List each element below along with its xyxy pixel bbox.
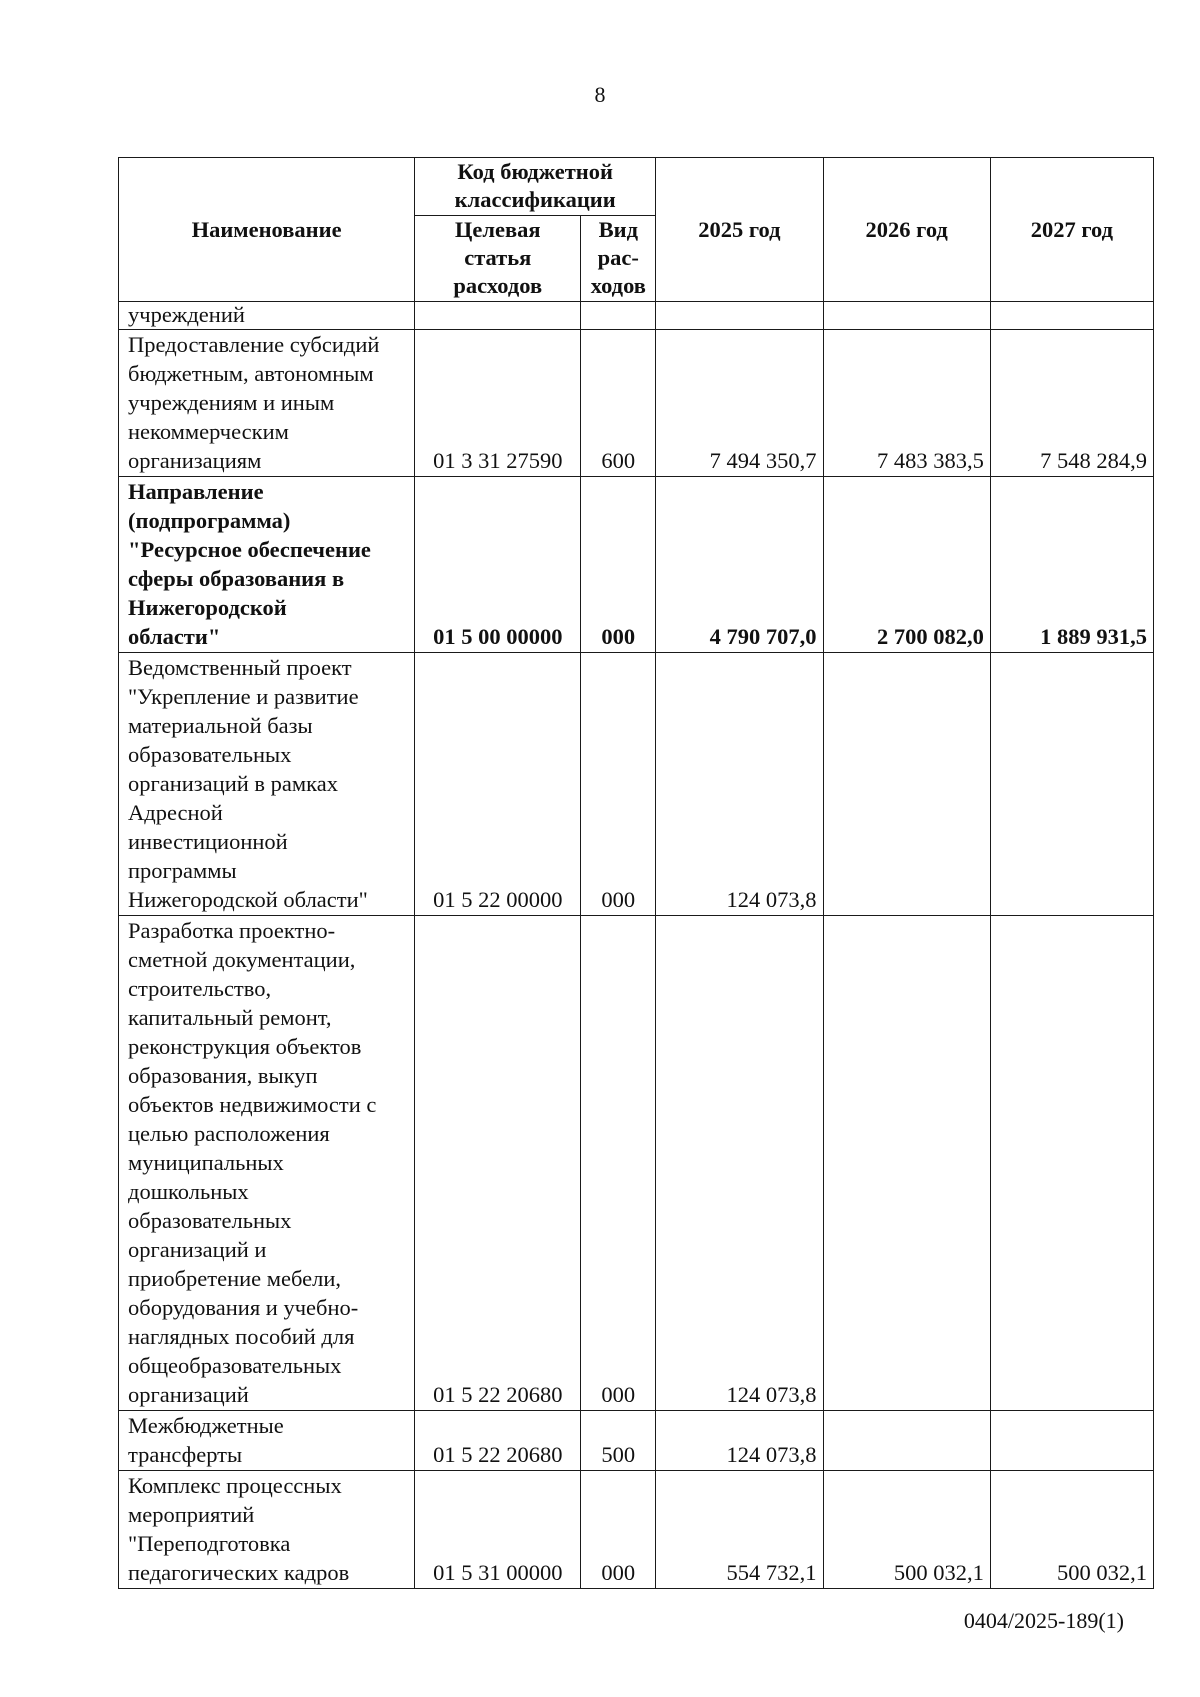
row-value-2027 bbox=[990, 1411, 1153, 1471]
table-row bbox=[119, 1411, 1154, 1471]
row-target-code: 01 3 31 27590 bbox=[415, 330, 581, 477]
header-expense-kind: Вид рас- ходов bbox=[581, 216, 656, 302]
document-registration-number: 0404/2025-189(1) bbox=[963, 1608, 1124, 1633]
row-expense-kind: 000 bbox=[581, 477, 656, 653]
table-row bbox=[119, 653, 1154, 916]
row-value-2025: 4 790 707,0 bbox=[656, 477, 823, 653]
table-body bbox=[119, 302, 1154, 1589]
row-name: Межбюджетные трансферты bbox=[119, 1411, 415, 1471]
row-name: учреждений bbox=[119, 302, 415, 330]
header-year-2026: 2026 год bbox=[823, 158, 990, 302]
row-value-2026: 7 483 383,5 bbox=[823, 330, 990, 477]
header-year-2025: 2025 год bbox=[656, 158, 823, 302]
row-value-2026 bbox=[823, 916, 990, 1411]
header-name: Наименование bbox=[119, 158, 415, 302]
row-value-2027: 500 032,1 bbox=[990, 1471, 1153, 1589]
row-value-2026: 2 700 082,0 bbox=[823, 477, 990, 653]
table-row bbox=[119, 916, 1154, 1411]
header-target-article: Целевая статья расходов bbox=[415, 216, 581, 302]
budget-table bbox=[118, 157, 1154, 1589]
row-expense-kind: 000 bbox=[581, 916, 656, 1411]
row-target-code: 01 5 22 00000 bbox=[415, 653, 581, 916]
row-value-2025: 124 073,8 bbox=[656, 653, 823, 916]
row-value-2027: 1 889 931,5 bbox=[990, 477, 1153, 653]
header-year-2027: 2027 год bbox=[990, 158, 1153, 302]
page-number: 8 bbox=[594, 82, 606, 107]
table-row bbox=[119, 1471, 1154, 1589]
row-target-code: 01 5 00 00000 bbox=[415, 477, 581, 653]
row-value-2026 bbox=[823, 302, 990, 330]
row-value-2025: 124 073,8 bbox=[656, 1411, 823, 1471]
row-name: Направление (подпрограмма) "Ресурсное обеспечение сферы образования в Нижегородской области" bbox=[119, 477, 415, 653]
row-value-2027: 7 548 284,9 bbox=[990, 330, 1153, 477]
table-row bbox=[119, 330, 1154, 477]
row-expense-kind: 500 bbox=[581, 1411, 656, 1471]
row-value-2027 bbox=[990, 302, 1153, 330]
row-name: Ведомственный проект "Укрепление и развитие материальной базы образовательных организаций в рамках Адресной инвестиционной программы Нижегородской области" bbox=[119, 653, 415, 916]
row-expense-kind: 000 bbox=[581, 1471, 656, 1589]
row-expense-kind bbox=[581, 302, 656, 330]
row-value-2025 bbox=[656, 302, 823, 330]
row-value-2025: 554 732,1 bbox=[656, 1471, 823, 1589]
table-row bbox=[119, 302, 1154, 330]
row-value-2025: 7 494 350,7 bbox=[656, 330, 823, 477]
row-name: Разработка проектно- сметной документации, строительство, капитальный ремонт, реконструкция объектов образования, выкуп объектов недвижимости с целью расположения муниципальных дошкольных образовательных организаций и приобретение мебели, оборудования и учебно- наглядных пособий для общеобразовательных организаций bbox=[119, 916, 415, 1411]
row-value-2025: 124 073,8 bbox=[656, 916, 823, 1411]
row-name: Комплекс процессных мероприятий "Переподготовка педагогических кадров bbox=[119, 1471, 415, 1589]
table-header bbox=[119, 158, 1154, 302]
row-value-2026: 500 032,1 bbox=[823, 1471, 990, 1589]
row-target-code: 01 5 22 20680 bbox=[415, 1411, 581, 1471]
row-value-2027 bbox=[990, 653, 1153, 916]
row-value-2027 bbox=[990, 916, 1153, 1411]
table-row-subprogram bbox=[119, 477, 1154, 653]
header-code-group: Код бюджетной классификации bbox=[415, 158, 656, 216]
row-name: Предоставление субсидий бюджетным, автономным учреждениям и иным некоммерческим организациям bbox=[119, 330, 415, 477]
row-target-code bbox=[415, 302, 581, 330]
row-value-2026 bbox=[823, 653, 990, 916]
row-target-code: 01 5 31 00000 bbox=[415, 1471, 581, 1589]
row-value-2026 bbox=[823, 1411, 990, 1471]
row-expense-kind: 000 bbox=[581, 653, 656, 916]
row-target-code: 01 5 22 20680 bbox=[415, 916, 581, 1411]
row-expense-kind: 600 bbox=[581, 330, 656, 477]
